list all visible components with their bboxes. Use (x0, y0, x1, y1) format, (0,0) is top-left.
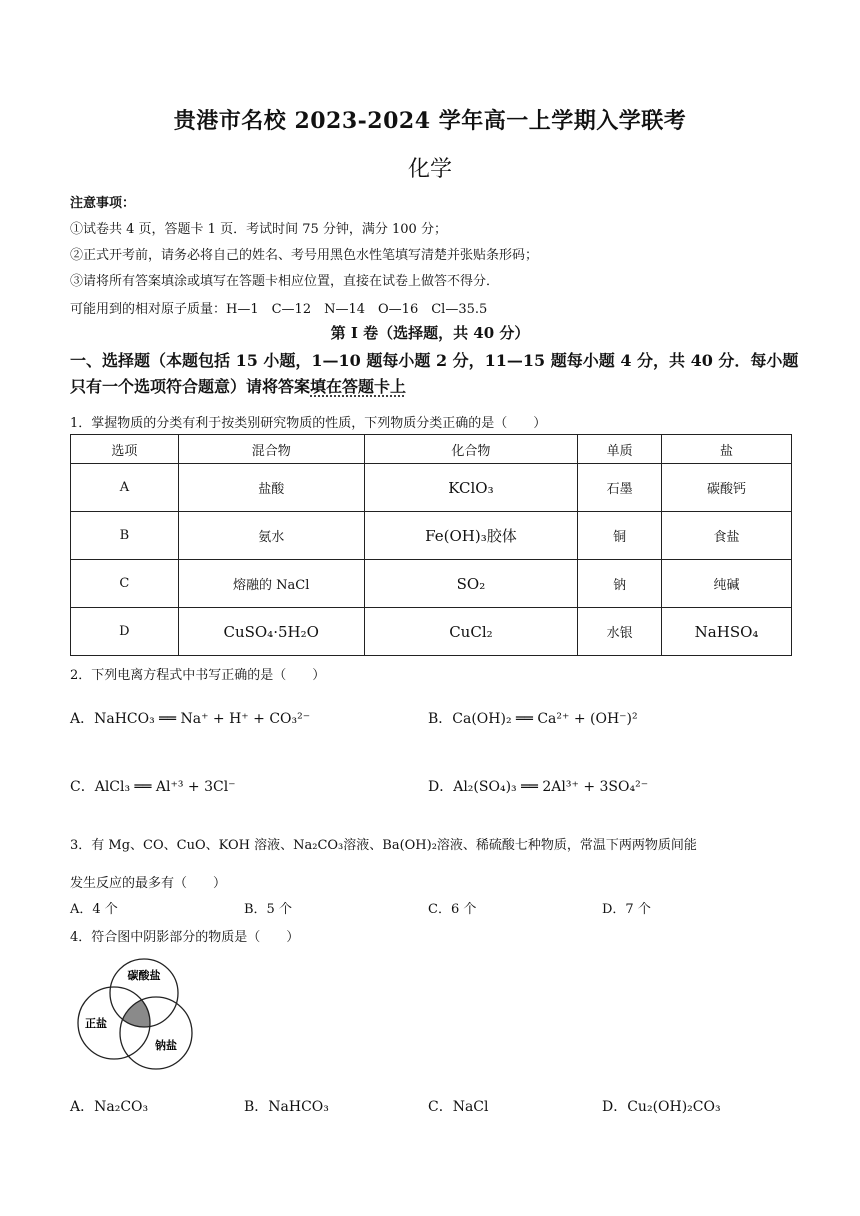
table-cell-element: 铜 (578, 512, 662, 560)
table-cell-mixture: 熔融的 NaCl (178, 560, 364, 608)
table-cell-mixture: 盐酸 (178, 464, 364, 512)
notes-heading: 注意事项： (70, 196, 136, 211)
table-cell-option: C (71, 560, 179, 608)
table-cell-element: 石墨 (578, 464, 662, 512)
q3-option-b: B．5 个 (244, 902, 292, 917)
q2-option-b: B．Ca(OH)₂ ══ Ca²⁺ + (OH⁻)² (428, 711, 638, 727)
q1-stem: 1．掌握物质的分类有利于按类别研究物质的性质，下列物质分类正确的是（ ） (70, 416, 547, 431)
q4-stem: 4．符合图中阴影部分的物质是（ ） (70, 930, 300, 945)
atomic-masses: 可能用到的相对原子质量：H—1 C—12 N—14 O—16 Cl—35.5 (70, 302, 488, 317)
q3-option-c: C．6 个 (428, 902, 477, 917)
q2-option-d: D．Al₂(SO₄)₃ ══ 2Al³⁺ + 3SO₄²⁻ (428, 779, 649, 795)
part1-heading: 第 I 卷（选择题，共 40 分） (330, 324, 530, 342)
q2-stem: 2．下列电离方程式中书写正确的是（ ） (70, 668, 326, 683)
venn-label-carbonate: 碳酸盐 (127, 969, 161, 982)
table-cell-option: A (71, 464, 179, 512)
note-item: ①试卷共 4 页，答题卡 1 页．考试时间 75 分钟，满分 100 分； (70, 222, 447, 237)
q4-option-a: A．Na₂CO₃ (70, 1099, 149, 1115)
table-cell-compound: SO₂ (364, 560, 578, 608)
table-cell-compound: CuCl₂ (364, 608, 578, 656)
venn-label-normal-salt: 正盐 (85, 1017, 107, 1030)
table-cell-salt: NaHSO₄ (662, 608, 792, 656)
q3-option-a: A．4 个 (70, 902, 118, 917)
table-cell-compound: Fe(OH)₃胶体 (364, 512, 578, 560)
table-row (71, 560, 792, 608)
table-header-row (71, 435, 792, 464)
table-header-cell: 盐 (662, 435, 792, 464)
q4-option-d: D．Cu₂(OH)₂CO₃ (602, 1099, 721, 1115)
table-cell-element: 钠 (578, 560, 662, 608)
q3-option-d: D．7 个 (602, 902, 651, 917)
venn-circle-sodium-salt (120, 997, 192, 1069)
section-instructions-text: 只有一个选项符合题意）请将答案 (70, 377, 311, 396)
table-cell-salt: 纯碱 (662, 560, 792, 608)
venn-label-sodium-salt: 钠盐 (155, 1039, 177, 1052)
table-cell-option: B (71, 512, 179, 560)
table-row (71, 512, 792, 560)
section-instructions-line2 (70, 374, 406, 400)
q3-stem-line2: 发生反应的最多有（ ） (70, 876, 227, 891)
exam-title: 贵港市名校 2023-2024 学年高一上学期入学联考 (173, 108, 687, 134)
q4-option-c: C．NaCl (428, 1099, 489, 1115)
table-header-cell: 化合物 (364, 435, 578, 464)
table-row (71, 464, 792, 512)
table-cell-mixture: 氨水 (178, 512, 364, 560)
note-item: ③请将所有答案填涂或填写在答题卡相应位置，直接在试卷上做答不得分． (70, 274, 500, 289)
table-cell-mixture: CuSO₄·5H₂O (178, 608, 364, 656)
table-header-cell: 选项 (71, 435, 179, 464)
table-cell-compound: KClO₃ (364, 464, 578, 512)
table-cell-salt: 食盐 (662, 512, 792, 560)
section-instructions-emphasis: 填在答题卡上 (310, 377, 407, 396)
table-header-cell: 单质 (578, 435, 662, 464)
q2-option-c: C．AlCl₃ ══ Al⁺³ + 3Cl⁻ (70, 779, 236, 795)
q2-option-a: A．NaHCO₃ ══ Na⁺ + H⁺ + CO₃²⁻ (70, 711, 311, 727)
table-cell-salt: 碳酸钙 (662, 464, 792, 512)
q4-option-b: B．NaHCO₃ (244, 1099, 329, 1115)
table-cell-element: 水银 (578, 608, 662, 656)
table-row (71, 608, 792, 656)
q3-stem-line1: 3．有 Mg、CO、CuO、KOH 溶液、Na₂CO₃溶液、Ba(OH)₂溶液、稀硫酸七种物质，常温下两两物质间能 (70, 838, 697, 853)
table-cell-option: D (71, 608, 179, 656)
q1-classification-table (70, 434, 792, 656)
table-header-cell: 混合物 (178, 435, 364, 464)
note-item: ②正式开考前，请务必将自己的姓名、考号用黑色水性笔填写清楚并张贴条形码； (70, 248, 539, 263)
section-instructions-line1: 一、选择题（本题包括 15 小题，1—10 题每小题 2 分，11—15 题每小题 4 分，共 40 分．每小题 (70, 351, 799, 370)
venn-diagram (72, 955, 202, 1073)
subject-title: 化学 (407, 157, 452, 182)
